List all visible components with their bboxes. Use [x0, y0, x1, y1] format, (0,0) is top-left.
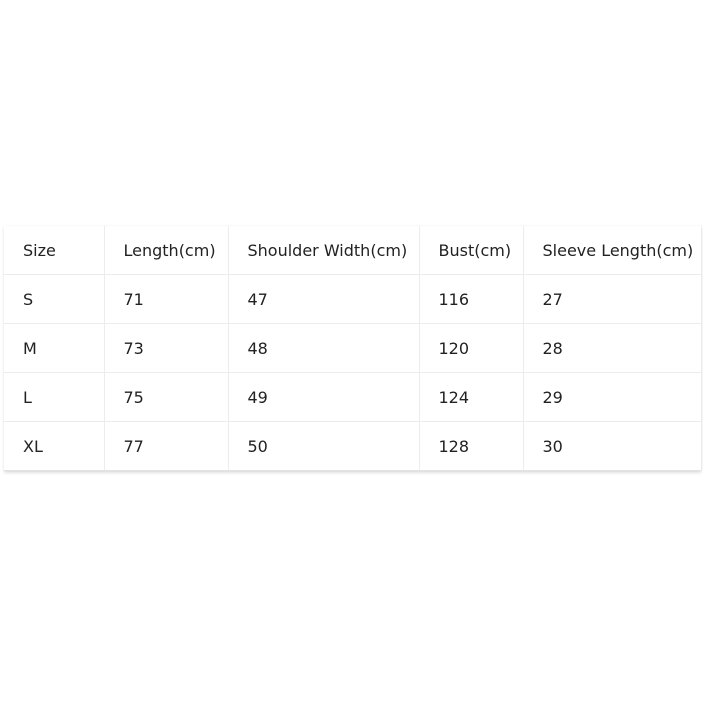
- cell-bust: 116: [419, 275, 523, 324]
- cell-size: S: [4, 275, 104, 324]
- table-header-row: [4, 226, 701, 275]
- column-header-bust: Bust(cm): [419, 226, 523, 275]
- column-header-size: Size: [4, 226, 104, 275]
- table-row: [4, 422, 701, 471]
- cell-shoulder-width: 50: [228, 422, 419, 471]
- cell-shoulder-width: 47: [228, 275, 419, 324]
- cell-bust: 128: [419, 422, 523, 471]
- cell-size: M: [4, 324, 104, 373]
- cell-length: 73: [104, 324, 228, 373]
- cell-size: L: [4, 373, 104, 422]
- column-header-shoulder-width: Shoulder Width(cm): [228, 226, 419, 275]
- column-header-sleeve-length: Sleeve Length(cm): [523, 226, 701, 275]
- size-chart: [4, 226, 701, 471]
- table-row: [4, 373, 701, 422]
- cell-bust: 120: [419, 324, 523, 373]
- cell-sleeve-length: 29: [523, 373, 701, 422]
- table-row: [4, 324, 701, 373]
- cell-length: 75: [104, 373, 228, 422]
- column-header-length: Length(cm): [104, 226, 228, 275]
- cell-sleeve-length: 27: [523, 275, 701, 324]
- cell-length: 71: [104, 275, 228, 324]
- cell-shoulder-width: 49: [228, 373, 419, 422]
- cell-sleeve-length: 28: [523, 324, 701, 373]
- cell-size: XL: [4, 422, 104, 471]
- cell-length: 77: [104, 422, 228, 471]
- table-row: [4, 275, 701, 324]
- size-table: [4, 226, 701, 470]
- cell-shoulder-width: 48: [228, 324, 419, 373]
- cell-bust: 124: [419, 373, 523, 422]
- cell-sleeve-length: 30: [542, 436, 563, 456]
